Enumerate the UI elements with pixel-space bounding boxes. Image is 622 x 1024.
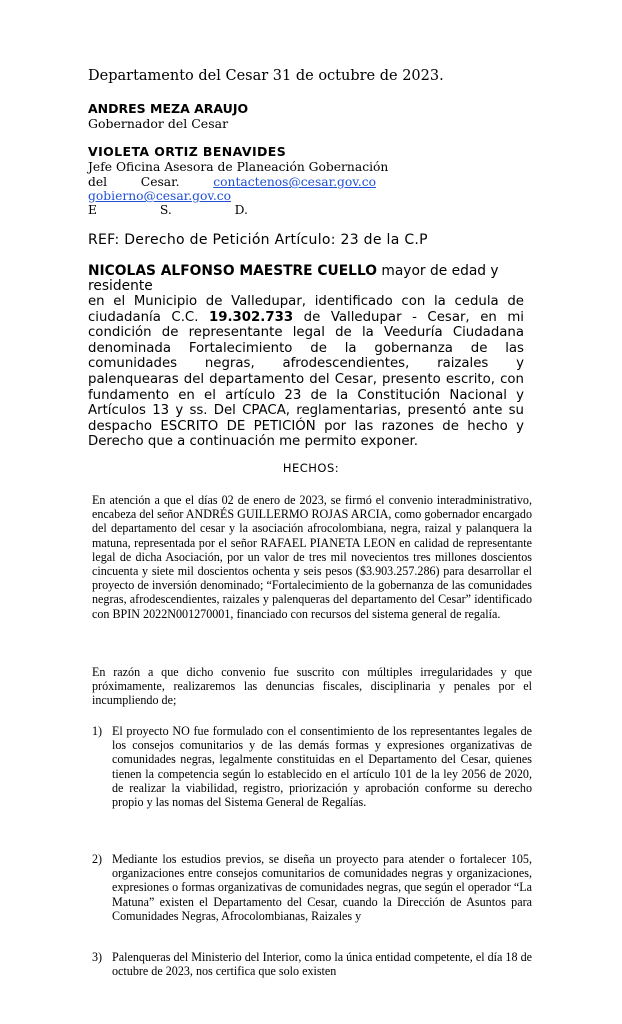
petitioner-body-a: en el Municipio de Valledupar, identificado con la cedula de ciudadanía C.C. xyxy=(88,294,524,325)
list-item-number: 3) xyxy=(92,950,103,964)
recipient-planning-name: VIOLETA ORTIZ BENAVIDES xyxy=(88,144,287,159)
petitioner-intro-text: mayor de edad y residente xyxy=(88,263,499,294)
petitioner-intro xyxy=(88,264,528,294)
petitioner-cc-number: 19.302.733 xyxy=(209,309,294,325)
reference-line: REF: Derecho de Petición Artículo: 23 de la C.P xyxy=(88,232,428,248)
list-item-number: 2) xyxy=(92,852,103,866)
recipient-governor-name: ANDRES MEZA ARAUJO xyxy=(88,101,249,116)
title-word-cesar: Cesar. xyxy=(140,175,180,189)
esd-line xyxy=(88,203,248,217)
list-item-text: Palenqueras del Ministerio del Interior, como la única entidad competente, el día 18 de octubre de 2023, nos certifica que solo existen xyxy=(112,950,532,979)
esd-s: S. xyxy=(159,203,172,217)
petitioner-body xyxy=(88,294,524,450)
list-item-number: 1) xyxy=(92,724,103,738)
recipient-governor-title: Gobernador del Cesar xyxy=(88,116,229,131)
email-link-gobierno[interactable]: gobierno@cesar.gov.co xyxy=(88,189,232,203)
recipient-planning-title: Jefe Oficina Asesora de Planeación Gobernación xyxy=(88,160,389,174)
recipient-planning-title-line2 xyxy=(88,175,376,189)
list-item-text: Mediante los estudios previos, se diseña un proyecto para atender o fortalecer 105, organizaciones entre consejos comunitarios de comunidades negras y organizaciones, expresiones o formas organizativas de comunidades negras, que según el operador “La Matuna” existen el Departamento del Cesar, cuando la Dirección de Asuntos para Comunidades Negras, Afrocolombianas, Raizales y xyxy=(112,852,532,923)
facts-paragraph-1: En atención a que el días 02 de enero de 2023, se firmó el convenio interadministrativo, encabeza del señor ANDRÉS GUILLERMO ROJAS ARCIA, como gobernador encargado del departamento del cesar y la asociación afrocolombiana, negra, raizal y palanquera la matuna, representada por el señor RAFAEL PIANETA LEON en calidad de representante legal de dicha Asociación, por un valor de tres mil novecientos tres millones doscientos cincuenta y siete mil doscientos ochenta y seis pesos ($3.903.257.286) para desarrollar el proyecto de inversión denominado; “Fortalecimiento de la gobernanza de las comunidades negras, afrodescendientes, raizales y palenqueras del departamento del Cesar” identificado con BPIN 2022N001270001, financiado con recursos del sistema general de regalía. xyxy=(92,493,532,621)
email-link-contactenos[interactable]: contactenos@cesar.gov.co xyxy=(213,175,376,189)
facts-paragraph-2: En razón a que dicho convenio fue suscrito con múltiples irregularidades y que próximamente, realizaremos las denuncias fiscales, disciplinaria y penales por el incumpliendo de; xyxy=(92,665,532,708)
list-item-text: El proyecto NO fue formulado con el consentimiento de los representantes legales de los consejos comunitarios y de las demás formas y expresiones organizativas de comunidades negras, legalmente constituidas en el Departamento del Cesar, quienes tienen la competencia según lo establecido en el artículo 101 de la ley 2056 de 2020, de realizar la viabilidad, registro, priorización y aprobación conforme su derecho propio y las nomas del Sistema General de Regalías. xyxy=(112,724,532,810)
section-heading-hechos: HECHOS: xyxy=(282,461,340,475)
esd-e: E xyxy=(88,203,97,217)
esd-d: D. xyxy=(234,203,248,217)
petitioner-body-b: de Valledupar - Cesar, en mi condición de representante legal de la Veeduría Ciudadana denominada Fortalecimiento de la gobernanza de las comunidades negras, afrodescendientes, raizales y palenquearas del departamento del Cesar, presento escrito, con fundamento en el artículo 23 de la Constitución Nacional y Artículos 13 y ss. Del CPACA, reglamentarias, presentó ante su despacho ESCRITO DE PETICIÓN por las razones de hecho y Derecho que a continuación me permito exponer. xyxy=(88,309,524,450)
title-word-del: del xyxy=(88,175,108,189)
date-line: Departamento del Cesar 31 de octubre de 2023. xyxy=(88,68,444,84)
petitioner-name: NICOLAS ALFONSO MAESTRE CUELLO xyxy=(88,263,377,279)
